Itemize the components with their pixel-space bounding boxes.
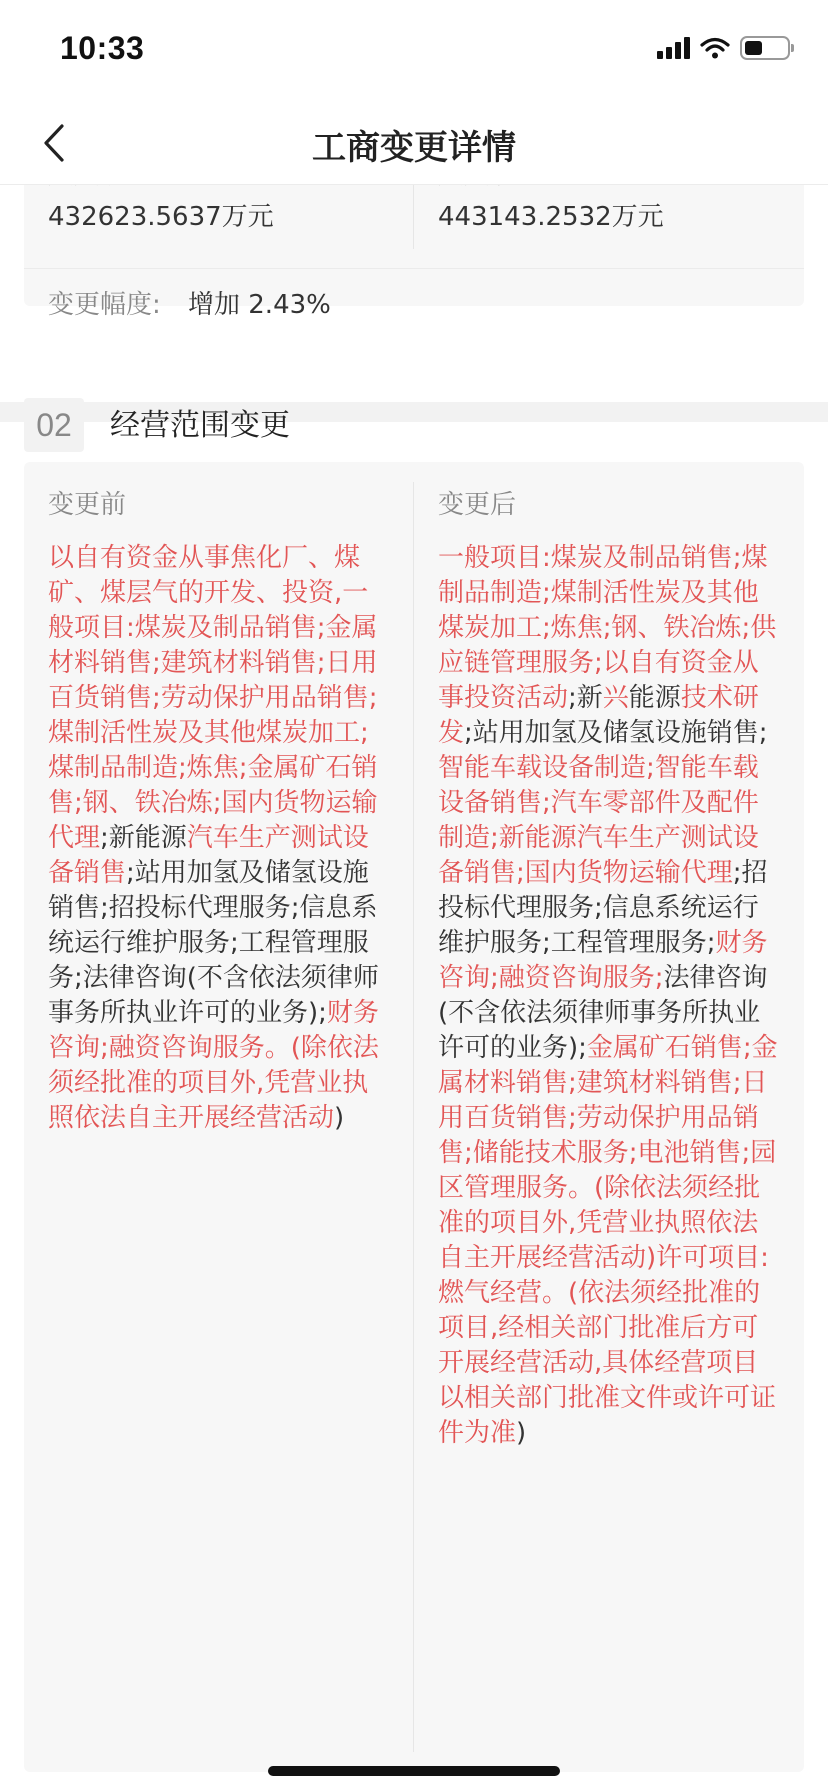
change-rate-value: 增加 2.43% <box>188 290 331 320</box>
text-segment: 法律咨询(不含依法须律师事务所执业许可的业务); <box>438 963 768 1063</box>
cellular-signal-icon <box>657 37 690 59</box>
highlighted-text-segment: 一般项目:煤炭及制品销售;煤制品制造;煤制活性炭及其他煤炭加工;炼焦;钢、铁冶炼;供应链管理服务;以自有资金从事投资活动 <box>438 543 777 713</box>
scope-after-column <box>438 462 778 1451</box>
capital-after-value: 443143.2532万元 <box>438 202 664 232</box>
scope-before-text <box>48 541 388 1136</box>
text-segment: ;新 <box>568 683 603 713</box>
scope-before-label: 变更前 <box>48 490 127 520</box>
text-segment: ;站用加氢及储氢设施销售; <box>464 718 768 748</box>
section-title: 经营范围变更 <box>110 408 290 443</box>
wifi-icon <box>700 37 730 59</box>
scope-change-card <box>24 462 804 1772</box>
highlighted-text-segment: 财务咨询;融资咨询服务; <box>438 928 768 993</box>
highlighted-text-segment: 技术研发 <box>438 683 759 748</box>
text-segment: ;招投标代理服务;信息系统运行维护服务;工程管理服务; <box>438 858 768 958</box>
scope-before-column <box>48 462 388 1136</box>
highlighted-text-segment: 财务咨询;融资咨询服务。(除依法须经批准的项目外,凭营业执照依法自主开展经营活动 <box>48 998 379 1133</box>
highlighted-text-segment: 汽车生产测试设备销售 <box>48 823 369 888</box>
text-segment: 能源 <box>628 683 681 713</box>
content-scroll-area[interactable] <box>0 184 828 1792</box>
scope-after-text <box>438 541 778 1451</box>
highlighted-text-segment: 智能车载设备制造;智能车载设备销售;汽车零部件及配件制造;新能源汽车生产测试设备销售;国内货物运输代理 <box>438 753 759 888</box>
highlighted-text-segment: 兴 <box>602 683 629 713</box>
status-time: 10:33 <box>60 30 145 66</box>
battery-icon <box>740 36 790 60</box>
scope-after-label: 变更后 <box>438 490 517 520</box>
highlighted-text-segment: 以自有资金从事焦化厂、煤矿、煤层气的开发、投资,一般项目:煤炭及制品销售;金属材料销售;建筑材料销售;日用百货销售;劳动保护用品销售;煤制活性炭及其他煤炭加工;煤制品制造;炼焦;金属矿石销售;钢、铁冶炼;国内货物运输代理 <box>48 543 378 853</box>
text-segment: ;新能源 <box>100 823 187 853</box>
section-number: 02 <box>24 398 84 452</box>
home-indicator[interactable] <box>268 1766 560 1776</box>
highlighted-text-segment: 金属矿石销售;金属材料销售;建筑材料销售;日用百货销售;劳动保护用品销售;储能技术服务;电池销售;园区管理服务。(除依法须经批准的项目外,凭营业执照依法自主开展经营活动)许可项目:燃气经营。(依法须经批准的项目,经相关部门批准后方可开展经营活动,具体经营项目以相关部门批准文件或许可证件为准 <box>438 1033 778 1448</box>
page-title: 工商变更详情 <box>312 128 516 168</box>
change-rate-label: 变更幅度: <box>48 290 161 320</box>
status-icons <box>657 36 790 60</box>
capital-before-value: 432623.5637万元 <box>48 202 274 232</box>
text-segment: ) <box>516 1418 527 1448</box>
navigation-bar <box>0 100 828 185</box>
status-bar <box>0 0 828 100</box>
text-segment: ) <box>334 1103 345 1133</box>
text-segment: ;站用加氢及储氢设施销售;招投标代理服务;信息系统运行维护服务;工程管理服务;法律咨询(不含依法须律师事务所执业许可的业务); <box>48 858 379 1028</box>
